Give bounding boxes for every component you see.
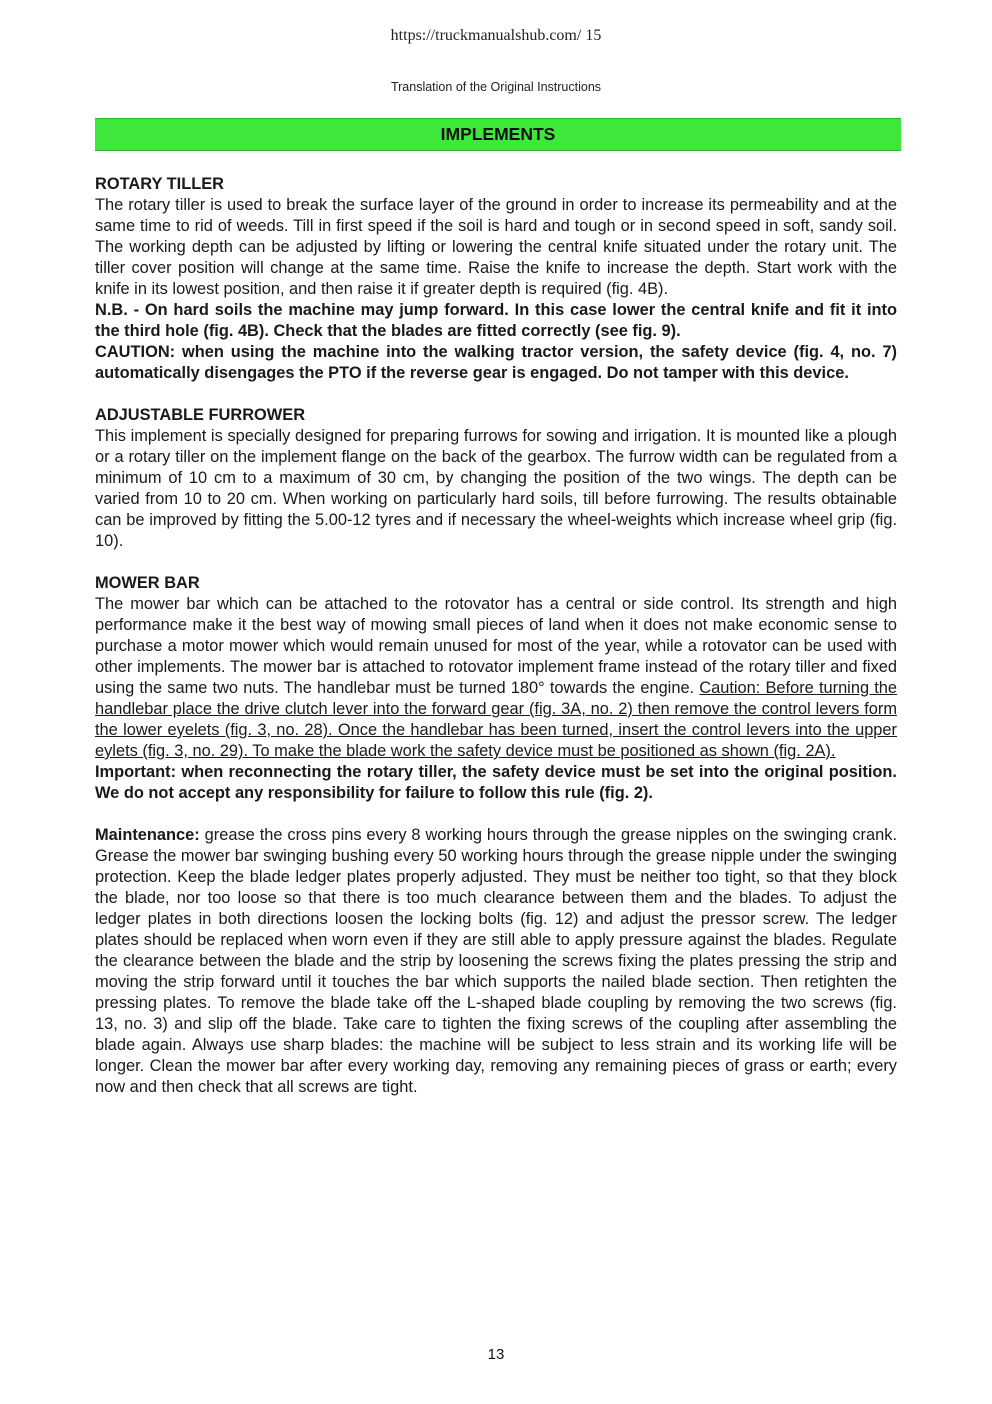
maintenance-body: grease the cross pins every 8 working hours through the grease nipples on the swinging crank. Grease the mower bar swinging bushing every 50 working hours through the grease nipple under the swinging protection. Keep the blade ledger plates properly adjusted. They must be neither too tight, so that they block the blade, nor too loose so that there is too much clearance between them and the blades. To adjust the ledger plates in both directions loosen the locking bolts (fig. 12) and adjust the pressor screw. The ledger plates should be replaced when worn even if they are still able to apply pressure against the blades. Regulate the clearance between the blade and the strip by loosening the screws fixing the plates pressing the strip and moving the strip forward until it touches the bar which supports the nailed blade section. Then retighten the pressing plates. To remove the blade take off the L-shaped blade coupling by removing the two screws (fig. 13, no. 3) and slip off the blade. Take care to tighten the fixing screws of the coupling after assembling the blade again. Always use sharp blades: the machine will be subject to less strain and its working life will be longer. Clean the mower bar after every working day, removing any remaining pieces of grass or earth; every now and then check that all screws are tight. — [95, 826, 897, 1096]
source-url: https://truckmanualshub.com/ 15 — [390, 27, 602, 44]
mower-bar-caution: Caution: Before turning the handlebar place the drive clutch lever into the forward gear (fig. 3A, no. 2) then remove the control levers form the lower eyelets (fig. 3, no. 28). Once the handlebar has been turned, insert the control levers into the upper eylets (fig. 3, no. 29). To make the blade work the safety device must be positioned as shown (fig. 2A). — [95, 679, 898, 760]
rotary-tiller-note: N.B. - On hard soils the machine may jump forward. In this case lower the central knife and fit it into the third hole (fig. 4B). Check that the blades are fitted correctly (see fig. 9). — [95, 301, 897, 340]
banner-title: IMPLEMENTS — [440, 124, 556, 144]
maintenance-paragraph — [95, 825, 897, 1098]
maintenance-label: Maintenance: — [95, 826, 200, 844]
section-banner — [95, 118, 901, 151]
rotary-tiller-body: The rotary tiller is used to break the surface layer of the ground in order to increase its permeability and at the same time to rid of weeds. Till in first speed if the soil is hard and tough or in second speed in soft, sandy soil. The working depth can be adjusted by lifting or lowering the central knife situated under the rotary unit. The tiller cover position will change at the same time. Raise the knife to increase the depth. Start work with the knife in its lowest position, and then raise it if greater depth is required (fig. 4B). — [95, 196, 897, 298]
spacer — [95, 552, 897, 573]
mower-bar-body — [95, 594, 897, 762]
document-subtitle: Translation of the Original Instructions — [390, 80, 602, 94]
furrower-heading: ADJUSTABLE FURROWER — [95, 406, 306, 424]
rotary-tiller-heading: ROTARY TILLER — [95, 175, 224, 193]
mower-bar-important: Important: when reconnecting the rotary tiller, the safety device must be set into the original position. We do not accept any responsibility for failure to follow this rule (fig. 2). — [95, 763, 897, 802]
spacer — [95, 384, 897, 405]
page-number: 13 — [487, 1346, 505, 1363]
mower-bar-heading: MOWER BAR — [95, 574, 200, 592]
mower-bar-text: The mower bar which can be attached to the rotovator has a central or side control. Its strength and high performance make it the best way of mowing small pieces of land when it does not make economic sense to purchase a motor mower which would remain unused for most of the year, while a rotovator can be used with other implements. The mower bar is attached to rotovator implement frame instead of the rotary tiller and fixed using the same two nuts. The handlebar must be turned 180° towards the engine. — [95, 595, 897, 697]
page-content — [95, 174, 897, 1098]
rotary-tiller-caution: CAUTION: when using the machine into the walking tractor version, the safety device (fig. 4, no. 7) automatically disengages the PTO if the reverse gear is engaged. Do not tamper with this device. — [95, 343, 897, 382]
spacer — [95, 804, 897, 825]
furrower-body: This implement is specially designed for preparing furrows for sowing and irrigation. It is mounted like a plough or a rotary tiller on the implement flange on the back of the gearbox. The furrow width can be regulated from a minimum of 10 cm to a maximum of 30 cm, by changing the position of the two wings. The depth can be varied from 10 to 20 cm. When working on particularly hard soils, till before furrowing. The results obtainable can be improved by fitting the 5.00-12 tyres and if necessary the wheel-weights which increase wheel grip (fig. 10). — [95, 427, 897, 550]
